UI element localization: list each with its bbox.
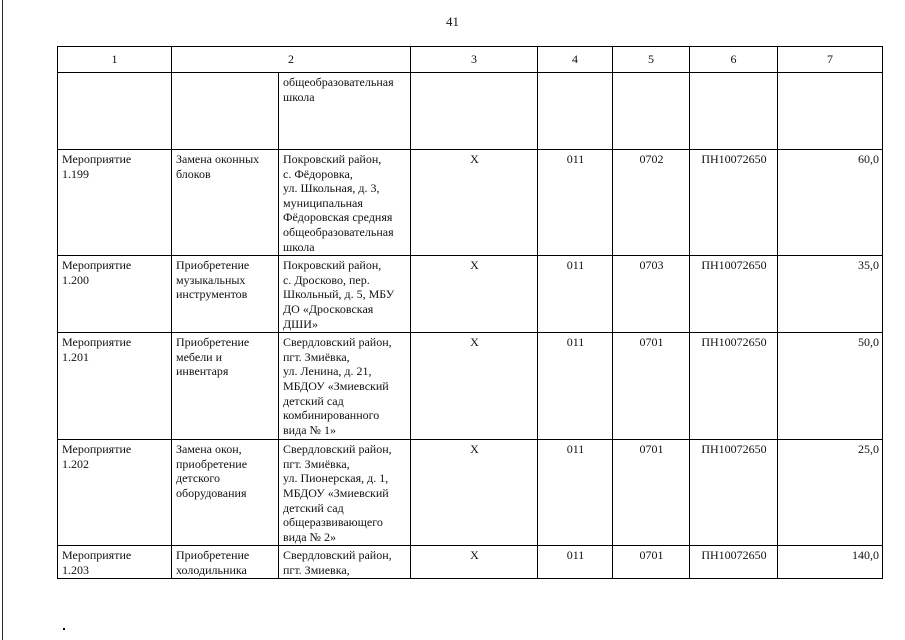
measure-name-cell: Мероприятие 1.203 [58,546,172,579]
amount-cell: 25,0 [778,440,883,546]
page-number: 41 [446,14,459,29]
code-cell: ПН10072650 [690,440,778,546]
code-cell: 011 [538,256,613,333]
column-header: 1 [58,47,172,73]
code-cell: 011 [538,333,613,440]
x-cell: Х [411,333,538,440]
action-cell: Замена оконных блоков [172,150,279,256]
address-cell: Покровский район, с. Дросково, пер. Школьный, д. 5, МБУ ДО «Дросковская ДШИ» [279,256,411,333]
code-cell [613,73,690,150]
column-header: 5 [613,47,690,73]
x-cell: Х [411,440,538,546]
code-cell: 0701 [613,440,690,546]
action-cell: Приобретение мебели и инвентаря [172,333,279,440]
table-row [58,150,883,256]
measure-name-cell: Мероприятие 1.200 [58,256,172,333]
code-cell: 0701 [613,546,690,579]
measure-name-cell: Мероприятие 1.202 [58,440,172,546]
address-cell: Свердловский район, пгт. Змиёвка, ул. Пионерская, д. 1, МБДОУ «Змиевский детский сад общеразвивающего вида № 2» [279,440,411,546]
column-header: 3 [411,47,538,73]
table-row [58,546,883,579]
code-cell: 011 [538,150,613,256]
code-cell [538,73,613,150]
column-header: 7 [778,47,883,73]
x-cell: Х [411,150,538,256]
code-cell: 0703 [613,256,690,333]
column-header: 6 [690,47,778,73]
x-cell: Х [411,546,538,579]
amount-cell: 60,0 [778,150,883,256]
amount-cell: 140,0 [778,546,883,579]
table-row [58,440,883,546]
code-cell: ПН10072650 [690,150,778,256]
action-cell [172,73,279,150]
action-cell: Приобретение музыкальных инструментов [172,256,279,333]
address-cell: Свердловский район, пгт. Змиевка, [279,546,411,579]
code-cell: 011 [538,440,613,546]
x-cell [411,73,538,150]
code-cell: 011 [538,546,613,579]
header-row [58,47,883,73]
action-cell: Приобретение холодильника [172,546,279,579]
code-cell [690,73,778,150]
address-cell: Покровский район, с. Фёдоровка, ул. Школьная, д. 3, муниципальная Фёдоровская средняя общеобразовательная школа [279,150,411,256]
column-header: 4 [538,47,613,73]
amount-cell: 50,0 [778,333,883,440]
code-cell: 0701 [613,333,690,440]
measure-name-cell [58,73,172,150]
address-cell: общеобразовательная школа [279,73,411,150]
code-cell: ПН10072650 [690,256,778,333]
address-cell: Свердловский район, пгт. Змиёвка, ул. Ленина, д. 21, МБДОУ «Змиевский детский сад комбинированного вида № 1» [279,333,411,440]
amount-cell: 35,0 [778,256,883,333]
amount-cell [778,73,883,150]
scan-speck [63,628,65,630]
column-header: 2 [172,47,411,73]
code-cell: 0702 [613,150,690,256]
budget-table [57,46,883,579]
x-cell: Х [411,256,538,333]
table-row [58,333,883,440]
measure-name-cell: Мероприятие 1.199 [58,150,172,256]
code-cell: ПН10072650 [690,333,778,440]
table-row [58,73,883,150]
table-row [58,256,883,333]
page-left-border [2,0,3,640]
measure-name-cell: Мероприятие 1.201 [58,333,172,440]
code-cell: ПН10072650 [690,546,778,579]
action-cell: Замена окон, приобретение детского оборудования [172,440,279,546]
